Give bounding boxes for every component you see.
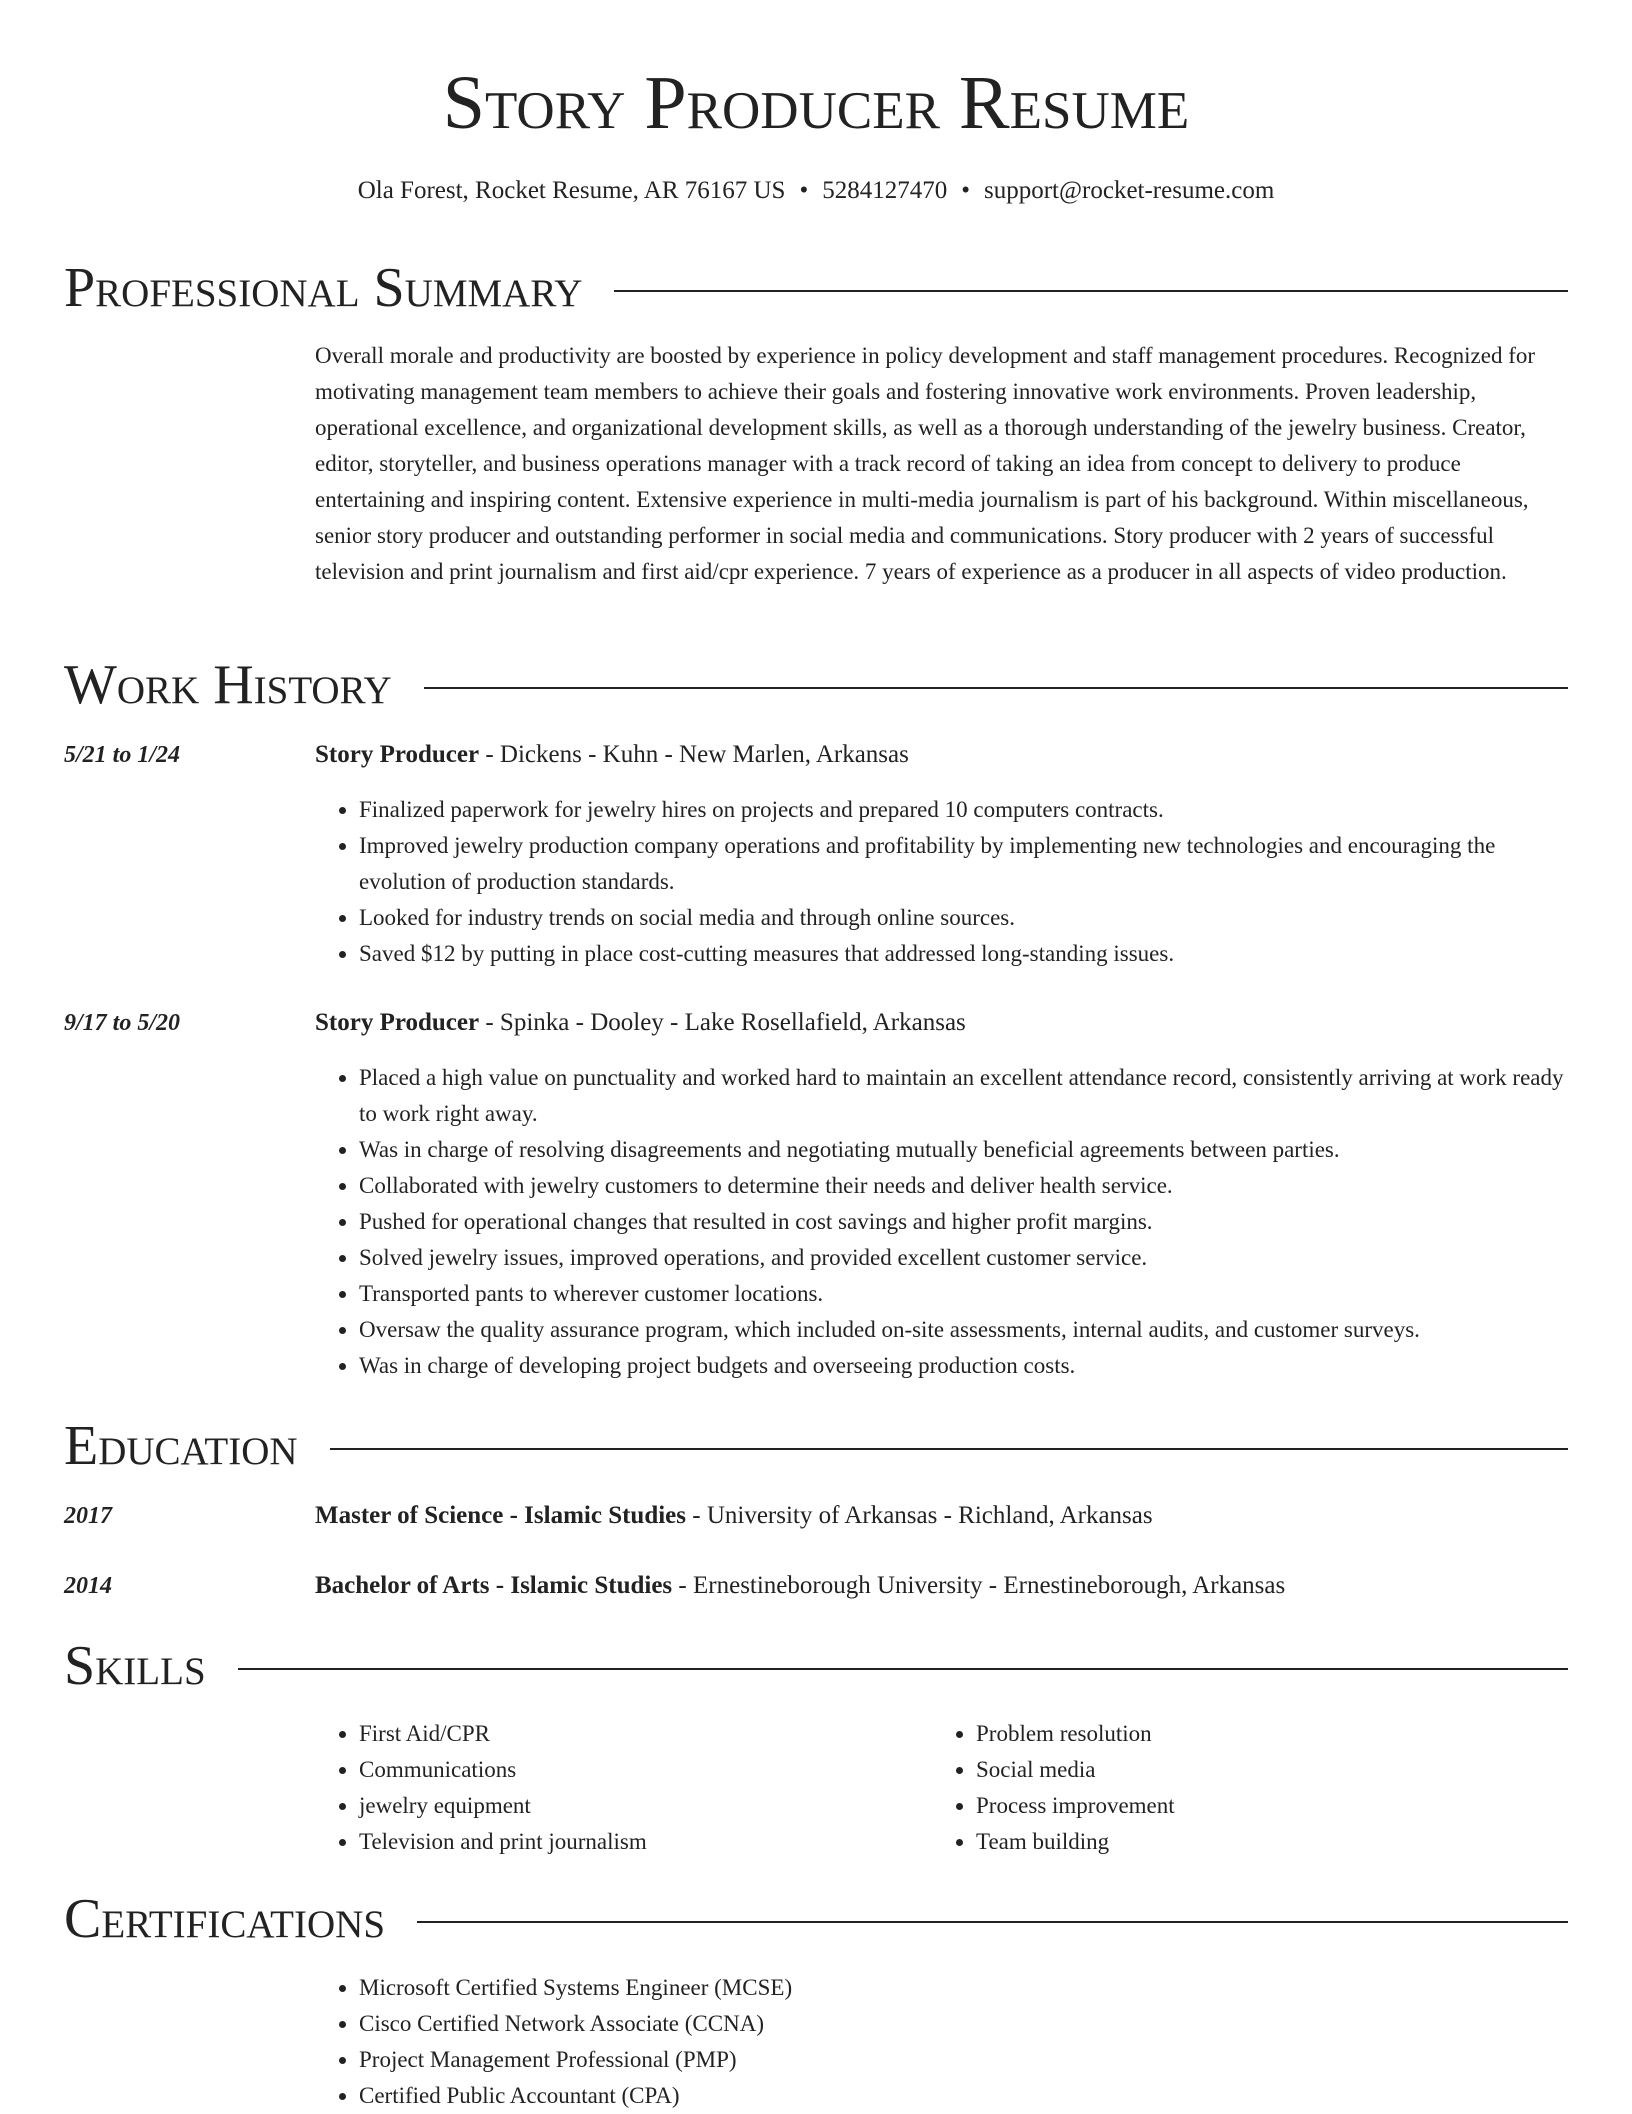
list-item: • Microsoft Certified Systems Engineer (MCSE): [359, 1970, 1565, 2006]
education-details: - University of Arkansas - Richland, Arkansas: [686, 1502, 1153, 1529]
skills-list-left: [315, 1716, 915, 1860]
list-item: • Problem resolution: [976, 1716, 1532, 1752]
list-item: • First Aid/CPR: [359, 1716, 915, 1752]
job-title: Story Producer: [315, 741, 480, 768]
job-bullets: [315, 1060, 1565, 1384]
section-title-work-history: Work History: [64, 654, 392, 716]
list-item: • Pushed for operational changes that resulted in cost savings and higher profit margins.: [359, 1204, 1565, 1240]
section-header-skills: [64, 1636, 1568, 1696]
list-item: • Social media: [976, 1752, 1532, 1788]
job-dates: 5/21 to 1/24: [64, 742, 181, 768]
job-bullets: [315, 792, 1565, 972]
list-item: • Transported pants to wherever customer locations.: [359, 1276, 1565, 1312]
list-item: • Communications: [359, 1752, 915, 1788]
list-item: • Placed a high value on punctuality and worked hard to maintain an excellent attendance record, consistently arriving at work ready to work right away.: [359, 1060, 1565, 1132]
job-header: [315, 737, 1565, 773]
section-header-education: [64, 1416, 1568, 1476]
list-item: • Improved jewelry production company operations and profitability by implementing new technologies and encouraging the evolution of production standards.: [359, 828, 1565, 900]
job-details: - Dickens - Kuhn - New Marlen, Arkansas: [479, 741, 909, 768]
list-item: • jewelry equipment: [359, 1788, 915, 1824]
education-entry: [315, 1498, 1565, 1534]
section-title-skills: Skills: [64, 1635, 206, 1697]
job-title: Story Producer: [315, 1009, 480, 1036]
list-item: • Finalized paperwork for jewelry hires on projects and prepared 10 computers contracts.: [359, 792, 1565, 828]
section-divider: [614, 290, 1568, 292]
education-degree: Bachelor of Arts - Islamic Studies: [315, 1572, 673, 1599]
list-item: • Cisco Certified Network Associate (CCNA): [359, 2006, 1565, 2042]
contact-email: support@rocket-resume.com: [984, 177, 1275, 204]
education-year: 2014: [64, 1573, 112, 1599]
list-item: • Project Management Professional (PMP): [359, 2042, 1565, 2078]
skills-list-right: [932, 1716, 1532, 1860]
contact-separator: •: [961, 177, 970, 204]
list-item: • Saved $12 by putting in place cost-cutting measures that addressed long-standing issues.: [359, 936, 1565, 972]
section-divider: [238, 1668, 1568, 1670]
contact-separator: •: [799, 177, 809, 204]
education-entry: [315, 1568, 1565, 1604]
resume-title: Story Producer Resume: [442, 61, 1190, 145]
education-degree: Master of Science - Islamic Studies: [315, 1502, 687, 1529]
list-item: • Solved jewelry issues, improved operations, and provided excellent customer service.: [359, 1240, 1565, 1276]
list-item: • Was in charge of resolving disagreements and negotiating mutually beneficial agreements between parties.: [359, 1132, 1565, 1168]
certifications-list: [315, 1970, 1565, 2114]
section-title-education: Education: [64, 1415, 298, 1477]
section-header-work-history: [64, 655, 1568, 715]
education-year: 2017: [64, 1503, 112, 1529]
education-details: - Ernestineborough University - Ernestineborough, Arkansas: [672, 1572, 1286, 1599]
section-title-summary: Professional Summary: [64, 257, 583, 319]
list-item: • Process improvement: [976, 1788, 1532, 1824]
list-item: • Team building: [976, 1824, 1532, 1860]
section-divider: [417, 1921, 1568, 1923]
job-details: - Spinka - Dooley - Lake Rosellafield, Arkansas: [479, 1009, 966, 1036]
contact-phone: 5284127470: [822, 177, 948, 204]
job-header: [315, 1005, 1565, 1041]
contact-address: Ola Forest, Rocket Resume, AR 76167 US: [357, 177, 786, 204]
list-item: • Looked for industry trends on social media and through online sources.: [359, 900, 1565, 936]
section-header-certifications: [64, 1889, 1568, 1949]
section-title-certifications: Certifications: [64, 1888, 386, 1950]
summary-text: Overall morale and productivity are boosted by experience in policy development and staff management procedures. Recognized for motivating management team members to achieve their goals and fostering innovative work environments. Proven leadership, operational excellence, and organizational development skills, as well as a thorough understanding of the jewelry business. Creator, editor, storyteller, and business operations manager with a track record of taking an idea from concept to delivery to produce entertaining and inspiring content. Extensive experience in multi-media journalism is part of his background. Within miscellaneous, senior story producer and outstanding performer in social media and communications. Story producer with 2 years of successful television and print journalism and first aid/cpr experience. 7 years of experience as a producer in all aspects of video production.: [315, 343, 1536, 584]
list-item: • Certified Public Accountant (CPA): [359, 2078, 1565, 2114]
list-item: • Collaborated with jewelry customers to determine their needs and deliver health service.: [359, 1168, 1565, 1204]
contact-line: [0, 176, 1632, 206]
list-item: • Television and print journalism: [359, 1824, 915, 1860]
list-item: • Oversaw the quality assurance program, which included on-site assessments, internal audits, and customer surveys.: [359, 1312, 1565, 1348]
job-dates: 9/17 to 5/20: [64, 1010, 181, 1036]
section-divider: [424, 687, 1568, 689]
section-header-summary: [64, 258, 1568, 318]
section-divider: [330, 1448, 1568, 1450]
list-item: • Was in charge of developing project budgets and overseeing production costs.: [359, 1348, 1565, 1384]
